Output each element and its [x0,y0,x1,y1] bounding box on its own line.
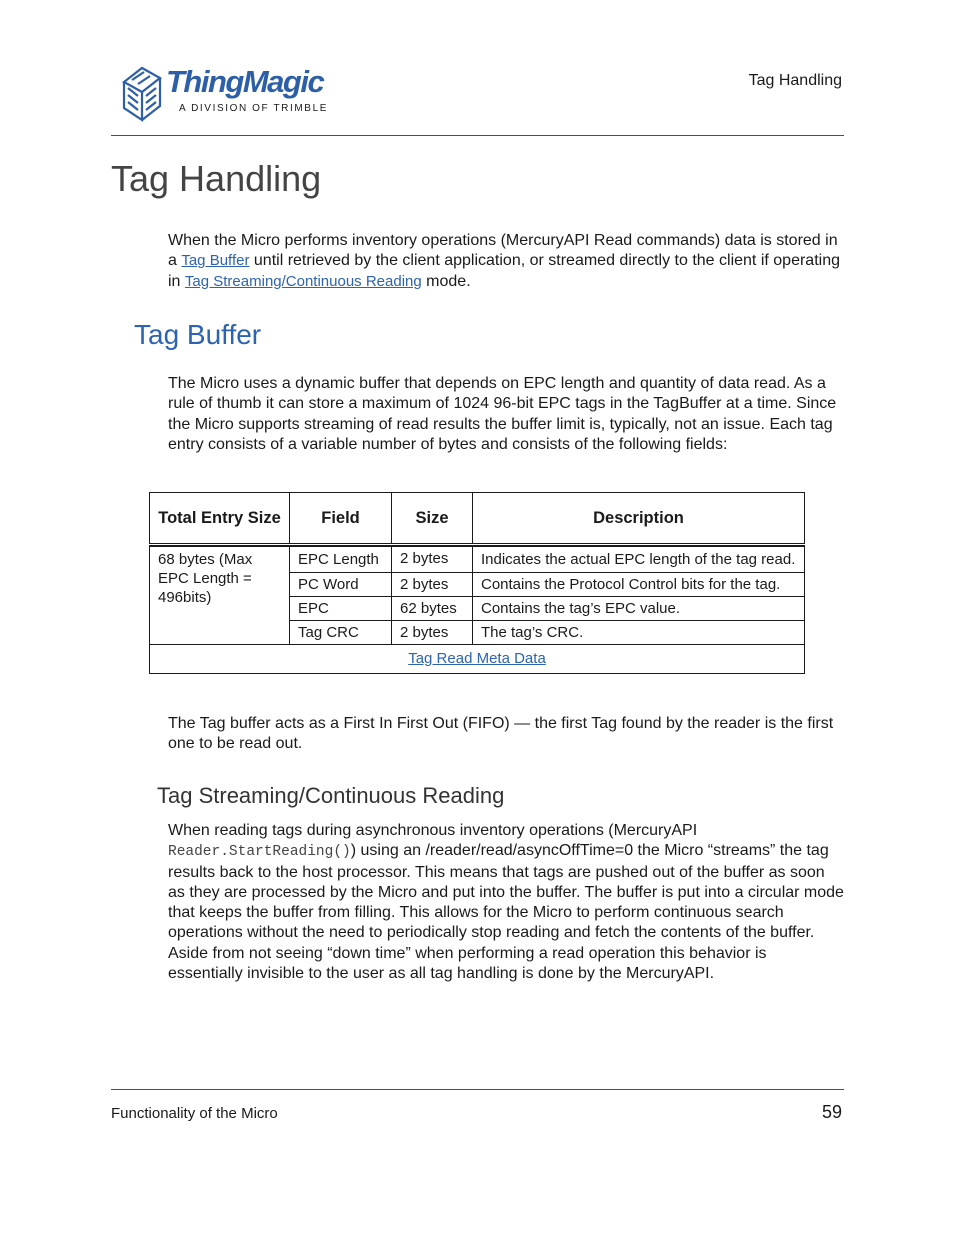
tag-buffer-paragraph: The Micro uses a dynamic buffer that depends on EPC length and quantity of data read. As a rule of thumb it can store a maximum of 1024 96-bit EPC tags in the TagBuffer at a time. Since the Micro supports streaming of read results the buffer limit is, typically, not an issue. Each tag entry consists of a variable number of bytes and consists of the following fields: [168,375,837,453]
size-cell: 2 bytes [392,573,473,597]
header-field: Field [290,493,392,545]
section-heading-tag-buffer: Tag Buffer [134,319,262,350]
description-cell: The tag’s CRC. [473,621,805,645]
description-cell: Contains the Protocol Control bits for the tag. [473,573,805,597]
total-entry-size-cell: 68 bytes (Max EPC Length = 496bits) [150,547,290,645]
table-footer-row [150,645,805,674]
field-cell: PC Word [290,573,392,597]
header-rule [111,135,844,136]
running-head: Tag Handling [748,72,842,89]
streaming-text-1: When reading tags during asynchronous inventory operations (MercuryAPI [168,822,698,839]
description-cell: Contains the tag’s EPC value. [473,597,805,621]
table-footer-cell [150,645,805,674]
code-reader-startreading: Reader.StartReading() [168,844,351,861]
size-cell: 2 bytes [392,547,473,573]
intro-text-2: until retrieved by the client application, or streamed directly to the client if operating in [168,252,840,290]
streaming-text-2: ) using an /reader/read/asyncOffTime=0 the Micro “streams” the tag results back to the host processor. This means that tags are pushed out of the buffer as soon as they are processed by the Micro and put into the buffer. The buffer is put into a circular mode that keeps the buffer from filling. This allows for the Micro to perform continuous search operations without the need to periodically stop reading and fetch the contents of the buffer. Aside from not seeing “down time” when performing a read operation this behavior is essentially invisible to the user as all tag handling is done by the MercuryAPI. [168,842,844,983]
description-cell: Indicates the actual EPC length of the tag read. [473,547,805,573]
fifo-paragraph: The Tag buffer acts as a First In First Out (FIFO) — the first Tag found by the reader is the first one to be read out. [168,715,834,753]
footer-section-name: Functionality of the Micro [111,1105,278,1122]
page-number: 59 [821,1102,842,1122]
field-cell: EPC Length [290,547,392,573]
footer-rule [111,1089,844,1090]
header-description: Description [473,493,805,545]
subsection-heading-streaming: Tag Streaming/Continuous Reading [157,783,505,808]
intro-paragraph [168,231,844,292]
size-cell: 62 bytes [392,597,473,621]
logo-tagline: A DIVISION OF TRIMBLE [179,103,328,114]
header-size: Size [392,493,473,545]
tag-entry-table [149,492,805,674]
tag-buffer-link[interactable]: Tag Buffer [181,252,250,270]
streaming-paragraph [168,821,844,984]
header-total-entry-size: Total Entry Size [150,493,290,545]
size-cell: 2 bytes [392,621,473,645]
table-row [150,547,805,573]
field-cell: Tag CRC [290,621,392,645]
tag-read-meta-data-link[interactable]: Tag Read Meta Data [408,650,546,667]
intro-text-1: When the Micro performs inventory operations (MercuryAPI Read commands) data is stored in a [168,232,838,270]
intro-text-3: mode. [421,272,471,290]
tag-streaming-link[interactable]: Tag Streaming/Continuous Reading [184,272,422,290]
logo-wordmark: ThingMagic [166,64,324,99]
table-header-row [150,493,805,545]
field-cell: EPC [290,597,392,621]
page-title: Tag Handling [111,158,322,199]
